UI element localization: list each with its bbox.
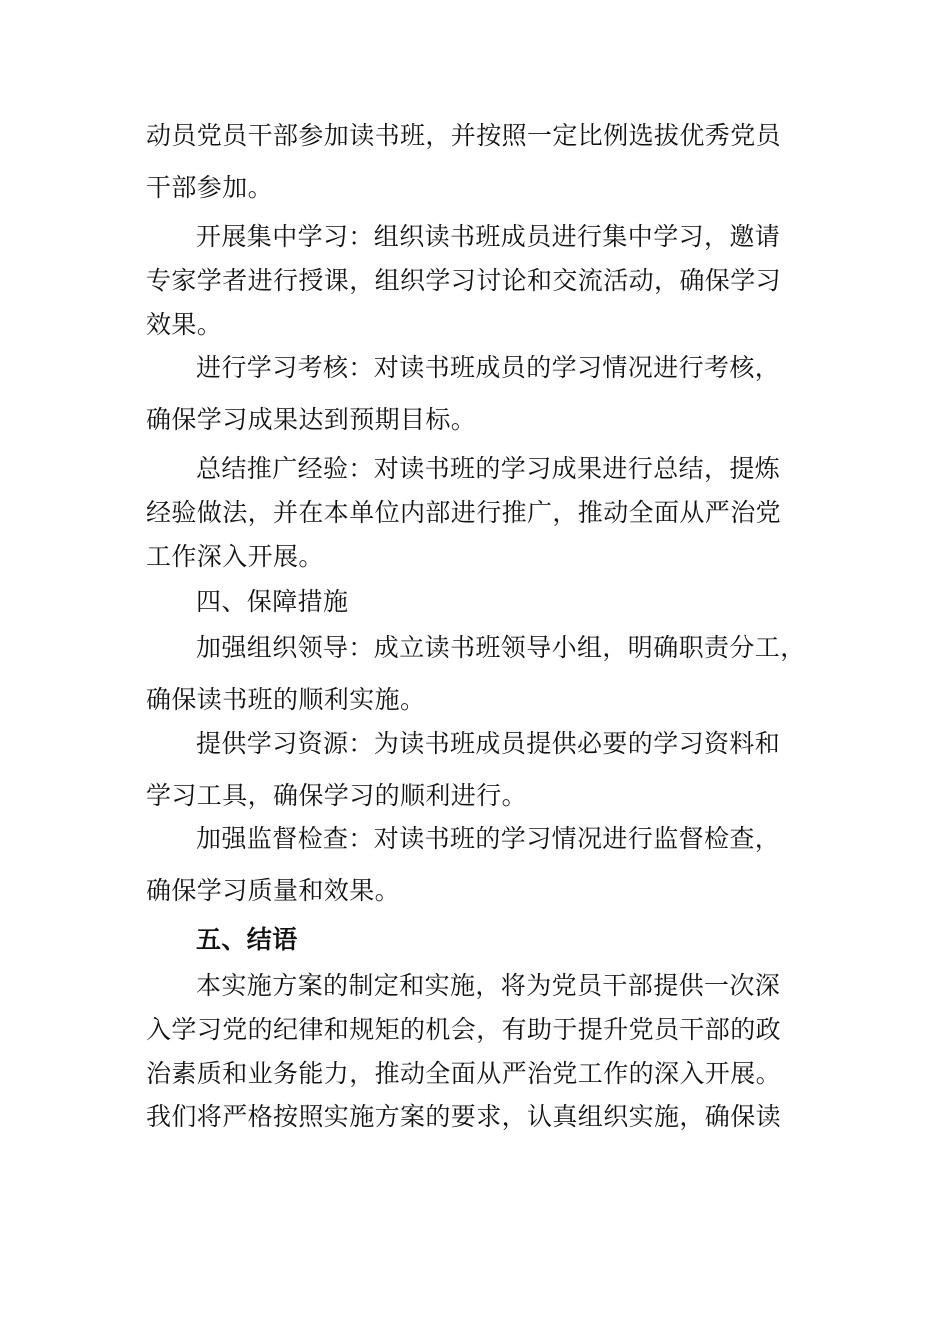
text-line: 提供学习资源：为读书班成员提供必要的学习资料和 [196,729,781,758]
text-line: 干部参加。 [146,173,274,202]
section-heading: 四、保障措施 [196,587,349,616]
text-line: 效果。 [146,310,223,339]
section-heading: 五、结语 [196,925,298,954]
text-line: 总结推广经验：对读书班的学习成果进行总结，提炼 [196,454,781,483]
text-line: 动员党员干部参加读书班，并按照一定比例选拔优秀党员 [146,121,782,150]
text-line: 本实施方案的制定和实施，将为党员干部提供一次深 [196,971,781,1000]
text-line: 确保学习成果达到预期目标。 [146,405,477,434]
text-line: 专家学者进行授课，组织学习讨论和交流活动，确保学习 [146,266,782,295]
text-line: 加强监督检查：对读书班的学习情况进行监督检查， [196,824,781,853]
text-line: 进行学习考核：对读书班成员的学习情况进行考核， [196,353,781,382]
text-line: 我们将严格按照实施方案的要求，认真组织实施，确保读 [146,1102,782,1131]
text-line: 确保学习质量和效果。 [146,876,401,905]
text-line: 确保读书班的顺利实施。 [146,685,426,714]
text-line: 加强组织领导：成立读书班领导小组，明确职责分工， [196,633,806,662]
text-line: 治素质和业务能力，推动全面从严治党工作的深入开展。 [146,1059,782,1088]
text-line: 学习工具，确保学习的顺利进行。 [146,781,528,810]
text-line: 工作深入开展。 [146,542,324,571]
text-line: 入学习党的纪律和规矩的机会，有助于提升党员干部的政 [146,1015,782,1044]
text-line: 开展集中学习：组织读书班成员进行集中学习，邀请 [196,222,781,251]
text-line: 经验做法，并在本单位内部进行推广，推动全面从严治党 [146,498,782,527]
